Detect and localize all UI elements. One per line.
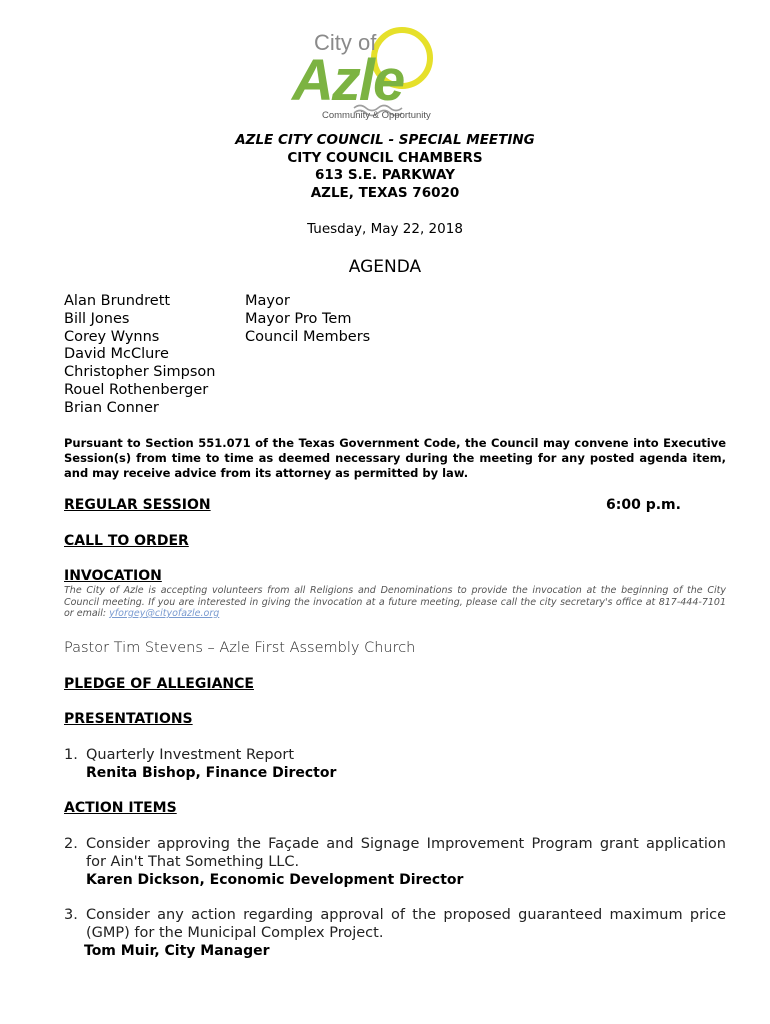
executive-session-notice: Pursuant to Section 551.071 of the Texas Government Code, the Council may convene into Executive Session(s) from time to time as deemed necessary during the meeting for any posted agenda item, and may receive advice from its attorney as permitted by law. [64, 436, 726, 480]
council-member-name: Alan Brundrett [64, 293, 171, 309]
logo-tagline: Community & Opportunity [322, 110, 431, 120]
council-member-name: David McClure [64, 346, 169, 363]
agenda-item-presenter: Tom Muir, City Manager [84, 943, 270, 959]
council-member-name: Brian Conner [64, 399, 159, 416]
pledge-heading: PLEDGE OF ALLEGIANCE [64, 676, 254, 692]
meeting-city: AZLE, TEXAS 76020 [310, 185, 460, 201]
invocation-speaker: Pastor Tim Stevens – Azle First Assembly Church [64, 640, 416, 656]
city-of-azle-logo [290, 20, 445, 120]
regular-session-time: 6:00 p.m. [606, 497, 681, 513]
action-items-heading: ACTION ITEMS [64, 800, 177, 816]
meeting-title: AZLE CITY COUNCIL - SPECIAL MEETING [235, 132, 535, 148]
council-member-name: Bill Jones [64, 310, 130, 327]
council-member-name: Christopher Simpson [64, 364, 216, 381]
call-to-order-heading: CALL TO ORDER [64, 533, 189, 549]
logo-azle: Azle [292, 48, 404, 113]
invocation-heading: INVOCATION [64, 568, 162, 584]
invocation-note-text: The City of Azle is accepting volunteers from all Religions and Denominations to provide the invocation at the beginning of the City Council meeting. If you are interested in giving the invocation at a future meeting, please call the city secretary's office at 817-444-7101 or email: [64, 585, 726, 619]
agenda-item-number: 2. [64, 836, 78, 852]
agenda-item [64, 835, 726, 889]
regular-session-heading: REGULAR SESSION [64, 497, 211, 513]
agenda-item [64, 906, 726, 960]
council-role: Mayor Pro Tem [245, 310, 352, 327]
meeting-date: Tuesday, May 22, 2018 [307, 221, 463, 237]
council-names [64, 293, 215, 418]
presentations-heading: PRESENTATIONS [64, 711, 193, 727]
meeting-address: 613 S.E. PARKWAY [315, 167, 455, 183]
agenda-item-presenter: Renita Bishop, Finance Director [86, 765, 337, 781]
council-role: Council Members [245, 328, 371, 345]
logo-city-of: City of [314, 30, 377, 55]
agenda-item [64, 746, 726, 782]
council-member-name: Corey Wynns [64, 328, 160, 345]
agenda-item-text: Quarterly Investment Report [86, 747, 295, 763]
council-member-name: Rouel Rothenberger [64, 381, 209, 398]
invocation-note [64, 585, 726, 620]
agenda-item-text: Consider approving the Façade and Signage Improvement Program grant application for Ain't That Something LLC. [86, 836, 726, 870]
agenda-heading: AGENDA [348, 257, 422, 277]
meeting-venue: CITY COUNCIL CHAMBERS [287, 150, 483, 166]
agenda-item-presenter: Karen Dickson, Economic Development Director [86, 872, 464, 888]
invocation-email-link[interactable]: yforgey@cityofazle.org [109, 608, 220, 619]
agenda-item-text: Consider any action regarding approval of the proposed guaranteed maximum price (GMP) for the Municipal Complex Project. [86, 907, 726, 941]
council-role: Mayor [245, 293, 290, 309]
agenda-item-number: 3. [64, 907, 78, 923]
agenda-item-number: 1. [64, 747, 78, 763]
council-roles [245, 293, 370, 346]
